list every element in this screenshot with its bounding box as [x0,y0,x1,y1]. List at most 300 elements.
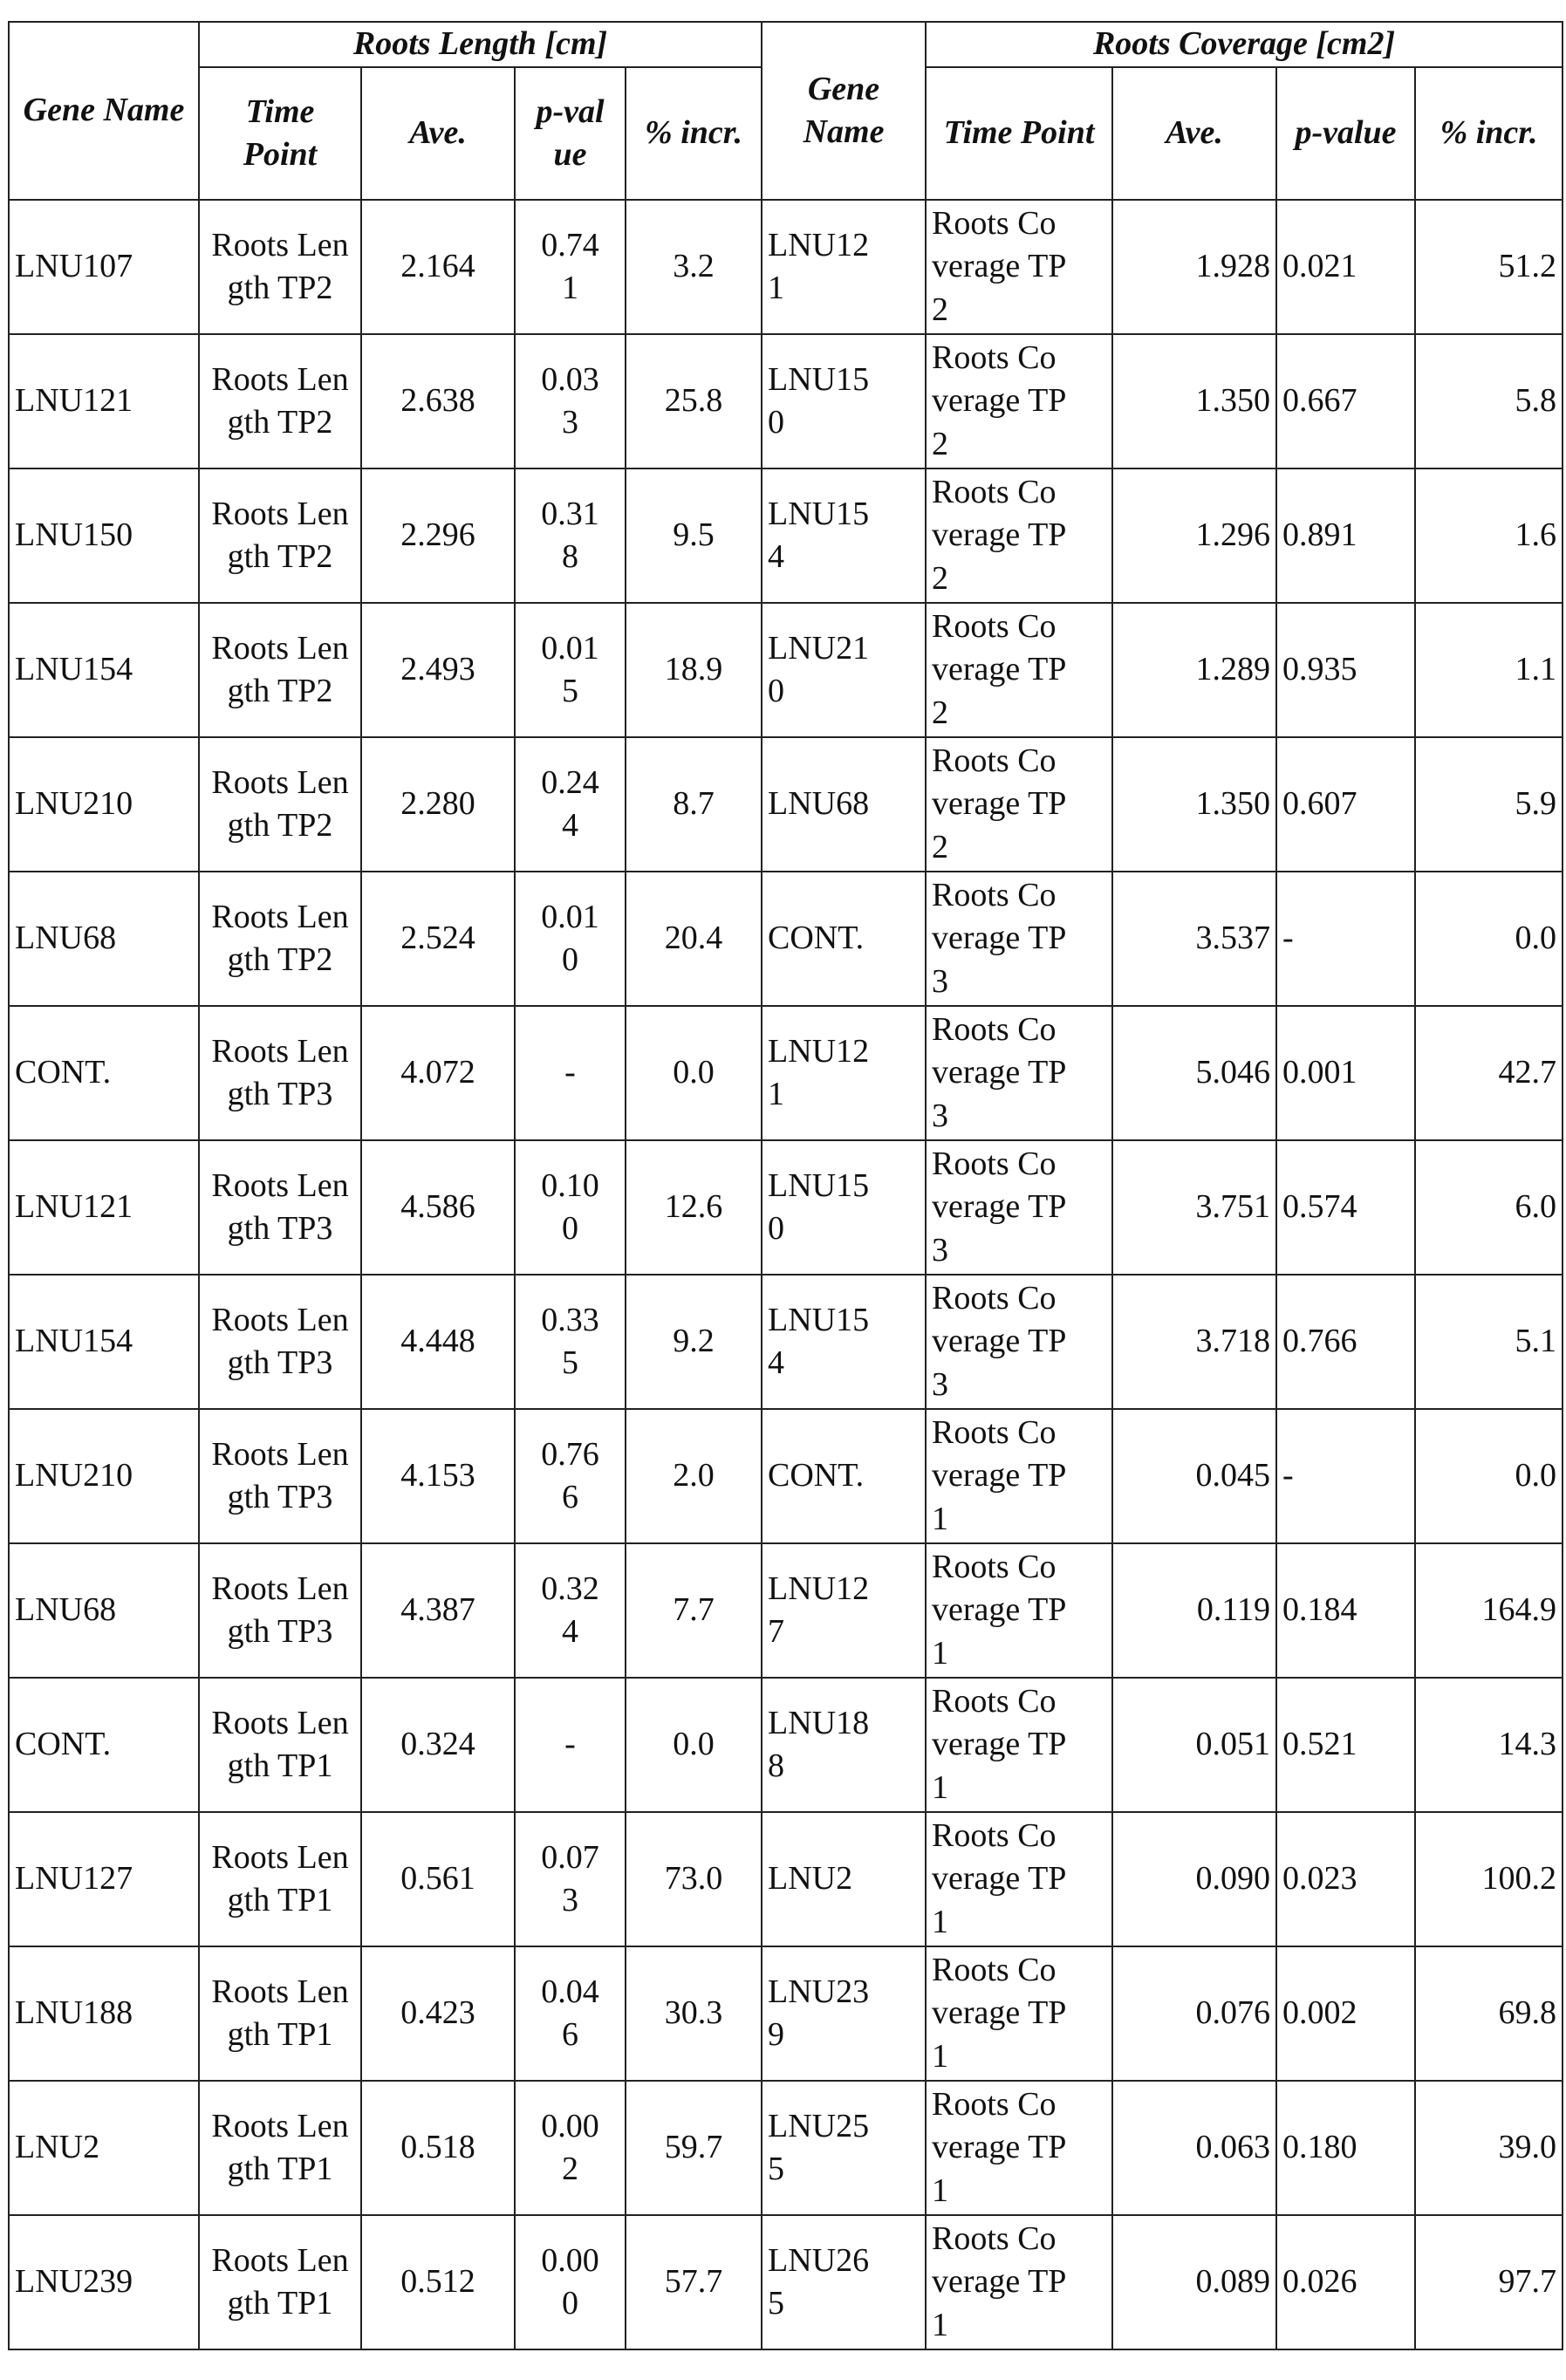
table-row [9,1275,1563,1409]
coverage-p-value-cell [1276,1140,1415,1275]
gene-name-text: LNU150 [768,1165,881,1251]
length-gene-name-cell [9,2215,199,2349]
table-row [9,603,1563,737]
length-ave-cell [361,334,515,468]
table-row [9,468,1563,603]
length-ave-cell [361,200,515,334]
p-value-text: 0.046 [536,1971,605,2057]
length-incr-cell [626,1543,762,1678]
length-incr-cell [626,603,762,737]
ave-text: 0.045 [1196,1457,1271,1494]
length-p-value-cell [515,603,626,737]
length-time-point-cell [199,1543,361,1678]
gene-name-text: LNU121 [768,1030,881,1117]
length-incr-cell [626,1140,762,1275]
coverage-p-value-cell [1276,468,1415,603]
coverage-time-point-cell [926,1678,1112,1812]
ave-text: 2.164 [400,248,475,284]
length-incr-cell [626,1812,762,1946]
gene-name-text: LNU68 [768,783,869,825]
length-time-point-cell [199,1678,361,1812]
ave-text: 3.751 [1196,1188,1271,1225]
gene-name-text: LNU154 [15,1323,133,1359]
table-row [9,2081,1563,2215]
coverage-gene-name-cell [762,2081,926,2215]
time-point-text: Roots Length TP3 [210,1568,350,1654]
gene-name-text: LNU210 [15,1457,133,1494]
length-gene-name-cell [9,468,199,603]
coverage-ave-cell [1112,1543,1276,1678]
gene-name-text: LNU2 [768,1857,852,1900]
coverage-incr-cell [1415,1946,1563,2081]
length-incr-cell [626,737,762,872]
time-point-text: Roots Coverage TP2 [932,740,1071,869]
table-row [9,1543,1563,1678]
length-p-value-cell [515,334,626,468]
incr-text: 7.7 [673,1591,715,1628]
time-point-text: Roots Coverage TP2 [932,202,1071,332]
length-time-point-cell [199,1812,361,1946]
length-ave-cell [361,872,515,1006]
incr-text: 14.3 [1499,1726,1557,1762]
time-point-text: Roots Coverage TP1 [932,1815,1071,1944]
table-row [9,1409,1563,1543]
gene-name-text: LNU121 [15,1188,133,1225]
time-point-text: Roots Length TP2 [210,762,350,848]
time-point-text: Roots Coverage TP1 [932,2083,1071,2212]
length-incr-cell [626,1006,762,1140]
time-point-text: Roots Length TP2 [210,627,350,714]
p-value-text: 0.010 [536,896,605,982]
table-row [9,1678,1563,1812]
coverage-gene-name-cell [762,468,926,603]
length-time-point-cell [199,2215,361,2349]
coverage-ave-cell [1112,1409,1276,1543]
incr-text: 12.6 [665,1188,723,1225]
p-value-text: 0.324 [536,1568,605,1654]
coverage-time-point-cell [926,1543,1112,1678]
length-incr-cell [626,200,762,334]
p-value-text: - [564,1723,576,1766]
time-point-text: Roots Length TP1 [210,1971,350,2057]
p-value-text: 0.318 [536,493,605,579]
coverage-gene-name-cell [762,200,926,334]
incr-text: 1.1 [1515,651,1557,687]
ave-text: 0.561 [400,1860,475,1897]
ave-text: 0.051 [1196,1726,1271,1762]
coverage-p-value-cell [1276,200,1415,334]
incr-text: 59.7 [665,2129,723,2165]
incr-text: 42.7 [1499,1054,1557,1091]
coverage-time-point-cell [926,872,1112,1006]
p-value-text: 0.244 [536,762,605,848]
incr-text: 73.0 [665,1860,723,1897]
length-p-value-cell [515,1006,626,1140]
p-value-text: 0.001 [1282,1054,1357,1091]
ave-text: 0.090 [1196,1860,1271,1897]
ave-text: 1.928 [1196,248,1271,284]
incr-text: 5.1 [1515,1323,1557,1359]
coverage-gene-name-cell [762,1946,926,2081]
gene-name-text: LNU154 [768,1299,881,1385]
coverage-incr-cell [1415,468,1563,603]
coverage-ave-cell [1112,1275,1276,1409]
length-p-value-cell [515,468,626,603]
incr-text: 0.0 [673,1054,715,1091]
coverage-time-point-cell [926,1409,1112,1543]
coverage-p-value-cell [1276,2081,1415,2215]
coverage-ave-cell [1112,872,1276,1006]
length-p-value-cell [515,1275,626,1409]
coverage-time-point-cell [926,1275,1112,1409]
length-gene-name-cell [9,1678,199,1812]
coverage-p-value-cell [1276,1275,1415,1409]
ave-text: 1.350 [1196,382,1271,419]
gene-name-text: LNU154 [15,651,133,687]
ave-text: 2.493 [400,651,475,687]
length-ave-cell [361,1409,515,1543]
ave-text: 0.423 [400,1994,475,2031]
length-incr-cell [626,468,762,603]
length-ave-cell [361,1275,515,1409]
length-time-point-cell [199,1140,361,1275]
gene-name-text: LNU127 [15,1860,133,1897]
time-point-text: Roots Coverage TP1 [932,1949,1071,2078]
incr-text: 3.2 [673,248,715,284]
header-ave-right: Ave. [1112,67,1276,200]
gene-name-text: LNU127 [768,1568,881,1654]
time-point-text: Roots Coverage TP3 [932,1277,1071,1406]
time-point-text: Roots Length TP2 [210,493,350,579]
time-point-text: Roots Length TP1 [210,1702,350,1788]
length-gene-name-cell [9,603,199,737]
p-value-text: 0.574 [1282,1188,1357,1225]
ave-text: 4.586 [400,1188,475,1225]
ave-text: 1.350 [1196,785,1271,822]
time-point-text: Roots Coverage TP1 [932,1680,1071,1809]
incr-text: 51.2 [1499,248,1557,284]
length-p-value-cell [515,872,626,1006]
incr-text: 0.0 [673,1726,715,1762]
incr-text: 57.7 [665,2263,723,2300]
p-value-text: 0.521 [1282,1726,1357,1762]
gene-name-text: LNU210 [15,785,133,822]
length-incr-cell [626,2215,762,2349]
header-roots-coverage: Roots Coverage [cm2] [926,22,1563,67]
time-point-text: Roots Coverage TP3 [932,1143,1071,1272]
coverage-gene-name-cell [762,1275,926,1409]
time-point-text: Roots Length TP2 [210,224,350,311]
header-incr-right: % incr. [1415,67,1563,200]
length-incr-cell [626,334,762,468]
ave-text: 0.119 [1197,1591,1270,1628]
coverage-gene-name-cell [762,603,926,737]
p-value-text: - [1282,920,1294,956]
time-point-text: Roots Length TP3 [210,1030,350,1117]
length-p-value-cell [515,1812,626,1946]
ave-text: 3.537 [1196,920,1271,956]
length-gene-name-cell [9,2081,199,2215]
ave-text: 0.089 [1196,2263,1271,2300]
length-gene-name-cell [9,1543,199,1678]
length-time-point-cell [199,1409,361,1543]
length-incr-cell [626,872,762,1006]
length-incr-cell [626,2081,762,2215]
p-value-text: 0.023 [1282,1860,1357,1897]
ave-text: 4.448 [400,1323,475,1359]
coverage-incr-cell [1415,737,1563,872]
table-row [9,1006,1563,1140]
length-ave-cell [361,1812,515,1946]
coverage-gene-name-cell [762,334,926,468]
p-value-text: 0.741 [536,224,605,311]
coverage-ave-cell [1112,200,1276,334]
length-ave-cell [361,2081,515,2215]
length-time-point-cell [199,468,361,603]
length-ave-cell [361,2215,515,2349]
p-value-text: 0.935 [1282,651,1357,687]
ave-text: 4.153 [400,1457,475,1494]
time-point-text: Roots Length TP1 [210,1836,350,1923]
table-row [9,2215,1563,2349]
incr-text: 25.8 [665,382,723,419]
ave-text: 2.638 [400,382,475,419]
coverage-time-point-cell [926,1946,1112,2081]
length-gene-name-cell [9,737,199,872]
coverage-time-point-cell [926,1140,1112,1275]
length-p-value-cell [515,1678,626,1812]
coverage-gene-name-cell [762,1812,926,1946]
length-ave-cell [361,1946,515,2081]
length-time-point-cell [199,2081,361,2215]
coverage-p-value-cell [1276,1409,1415,1543]
ave-text: 2.280 [400,785,475,822]
time-point-text: Roots Length TP2 [210,896,350,982]
coverage-incr-cell [1415,603,1563,737]
incr-text: 100.2 [1482,1860,1557,1897]
p-value-text: 0.002 [1282,1994,1357,2031]
p-value-text: 0.766 [1282,1323,1357,1359]
coverage-incr-cell [1415,200,1563,334]
length-time-point-cell [199,872,361,1006]
time-point-text: Roots Coverage TP2 [932,337,1071,466]
p-value-text: 0.021 [1282,248,1357,284]
table-row [9,872,1563,1006]
length-time-point-cell [199,737,361,872]
incr-text: 5.9 [1515,785,1557,822]
ave-text: 2.524 [400,920,475,956]
coverage-incr-cell [1415,2081,1563,2215]
length-ave-cell [361,468,515,603]
coverage-incr-cell [1415,334,1563,468]
coverage-gene-name-cell [762,1409,926,1543]
time-point-text: Roots Length TP3 [210,1299,350,1385]
coverage-p-value-cell [1276,1812,1415,1946]
ave-text: 3.718 [1196,1323,1271,1359]
header-time-point-left: Time Point [199,67,361,200]
table-body [9,200,1563,2349]
gene-name-text: CONT. [768,1454,864,1497]
length-p-value-cell [515,200,626,334]
length-gene-name-cell [9,1275,199,1409]
incr-text: 30.3 [665,1994,723,2031]
coverage-time-point-cell [926,1812,1112,1946]
incr-text: 2.0 [673,1457,715,1494]
coverage-incr-cell [1415,1543,1563,1678]
time-point-text: Roots Length TP3 [210,1165,350,1251]
length-ave-cell [361,1543,515,1678]
gene-name-text: LNU68 [15,920,116,956]
coverage-time-point-cell [926,2215,1112,2349]
incr-text: 20.4 [665,920,723,956]
gene-name-text: LNU188 [15,1994,133,2031]
gene-name-text: LNU265 [768,2240,881,2326]
length-gene-name-cell [9,334,199,468]
header-p-value-right: p-value [1276,67,1415,200]
length-incr-cell [626,1678,762,1812]
length-time-point-cell [199,1006,361,1140]
length-ave-cell [361,1678,515,1812]
length-p-value-cell [515,2081,626,2215]
length-time-point-cell [199,334,361,468]
coverage-time-point-cell [926,200,1112,334]
incr-text: 18.9 [665,651,723,687]
p-value-text: 0.000 [536,2240,605,2326]
ave-text: 1.296 [1196,516,1271,553]
p-value-text: 0.667 [1282,382,1357,419]
coverage-p-value-cell [1276,603,1415,737]
coverage-incr-cell [1415,1006,1563,1140]
time-point-text: Roots Coverage TP1 [932,1546,1071,1675]
coverage-incr-cell [1415,2215,1563,2349]
p-value-text: 0.891 [1282,516,1357,553]
ave-text: 1.289 [1196,651,1271,687]
gene-name-text: LNU121 [768,224,881,311]
length-p-value-cell [515,1946,626,2081]
gene-name-text: LNU255 [768,2105,881,2192]
gene-name-text: CONT. [768,917,864,960]
gene-name-text: LNU150 [15,516,133,553]
ave-text: 4.387 [400,1591,475,1628]
p-value-text: 0.002 [536,2105,605,2192]
incr-text: 0.0 [1515,1457,1557,1494]
table-row [9,334,1563,468]
length-gene-name-cell [9,1409,199,1543]
p-value-text: 0.015 [536,627,605,714]
p-value-text: 0.100 [536,1165,605,1251]
length-incr-cell [626,1946,762,2081]
time-point-text: Roots Length TP3 [210,1433,350,1520]
coverage-incr-cell [1415,1275,1563,1409]
length-gene-name-cell [9,1946,199,2081]
coverage-time-point-cell [926,603,1112,737]
length-time-point-cell [199,1275,361,1409]
gene-name-text: LNU210 [768,627,881,714]
ave-text: 2.296 [400,516,475,553]
coverage-incr-cell [1415,1812,1563,1946]
header-roots-length: Roots Length [cm] [199,22,762,67]
time-point-text: Roots Coverage TP2 [932,605,1071,735]
coverage-ave-cell [1112,1006,1276,1140]
coverage-time-point-cell [926,334,1112,468]
coverage-gene-name-cell [762,737,926,872]
length-p-value-cell [515,1140,626,1275]
p-value-text: 0.766 [536,1433,605,1520]
coverage-ave-cell [1112,1812,1276,1946]
coverage-ave-cell [1112,1946,1276,2081]
header-incr-left: % incr. [626,67,762,200]
gene-name-text: CONT. [15,1054,111,1091]
coverage-incr-cell [1415,1409,1563,1543]
length-ave-cell [361,603,515,737]
incr-text: 97.7 [1499,2263,1557,2300]
ave-text: 5.046 [1196,1054,1271,1091]
coverage-gene-name-cell [762,1543,926,1678]
incr-text: 6.0 [1515,1188,1557,1225]
coverage-p-value-cell [1276,872,1415,1006]
header-time-point-right: Time Point [926,67,1112,200]
coverage-time-point-cell [926,737,1112,872]
coverage-p-value-cell [1276,2215,1415,2349]
length-incr-cell [626,1409,762,1543]
coverage-ave-cell [1112,468,1276,603]
time-point-text: Roots Coverage TP1 [932,2218,1071,2347]
coverage-ave-cell [1112,1140,1276,1275]
gene-name-text: LNU107 [15,248,133,284]
length-p-value-cell [515,737,626,872]
length-time-point-cell [199,200,361,334]
gene-name-text: LNU68 [15,1591,116,1628]
header-p-value-left-text: p-value [536,91,605,177]
coverage-ave-cell [1112,603,1276,737]
coverage-ave-cell [1112,737,1276,872]
ave-text: 0.063 [1196,2129,1271,2165]
coverage-p-value-cell [1276,1678,1415,1812]
coverage-p-value-cell [1276,1006,1415,1140]
p-value-text: 0.073 [536,1836,605,1923]
p-value-text: 0.184 [1282,1591,1357,1628]
coverage-p-value-cell [1276,1946,1415,2081]
table-row [9,1946,1563,2081]
table-row [9,1140,1563,1275]
time-point-text: Roots Coverage TP1 [932,1412,1071,1541]
time-point-text: Roots Length TP1 [210,2240,350,2326]
gene-name-text: CONT. [15,1726,111,1762]
incr-text: 1.6 [1515,516,1557,553]
coverage-time-point-cell [926,1006,1112,1140]
length-gene-name-cell [9,1140,199,1275]
time-point-text: Roots Coverage TP3 [932,874,1071,1003]
p-value-text: 0.335 [536,1299,605,1385]
length-gene-name-cell [9,1812,199,1946]
incr-text: 8.7 [673,785,715,822]
header-gene-name-right: Gene Name [762,22,926,200]
table-row [9,737,1563,872]
incr-text: 39.0 [1499,2129,1557,2165]
coverage-ave-cell [1112,2215,1276,2349]
time-point-text: Roots Length TP1 [210,2105,350,2192]
incr-text: 69.8 [1499,1994,1557,2031]
length-gene-name-cell [9,1006,199,1140]
ave-text: 4.072 [400,1054,475,1091]
ave-text: 0.518 [400,2129,475,2165]
coverage-incr-cell [1415,1140,1563,1275]
length-time-point-cell [199,603,361,737]
time-point-text: Roots Length TP2 [210,359,350,445]
gene-name-text: LNU188 [768,1702,881,1788]
gene-name-text: LNU150 [768,359,881,445]
length-p-value-cell [515,1543,626,1678]
